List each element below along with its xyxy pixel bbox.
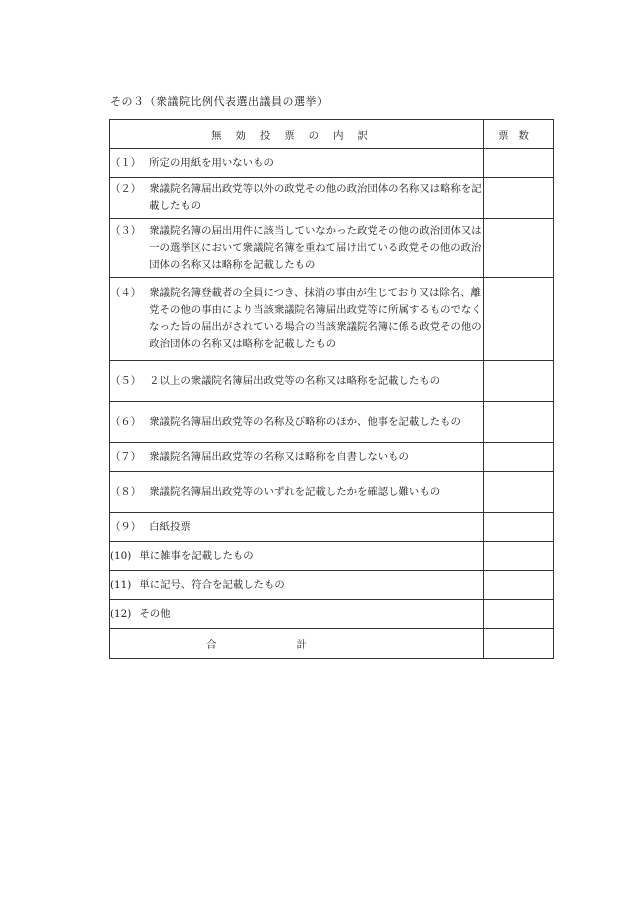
item-text: 衆議院名簿の届出用件に該当していなかった政党その他の政治団体又は一の選挙区において衆議院名簿を重ねて届け出ている政党その他の政治団体の名称又は略称を記載したもの	[149, 224, 482, 271]
invalid-ballot-table	[109, 119, 554, 659]
item-cell	[110, 178, 484, 219]
item-number: (10)	[110, 549, 132, 562]
item-number: （１）	[110, 156, 142, 169]
item-text: 衆議院名簿届出政党等の名称又は略称を自書しないもの	[149, 450, 409, 463]
count-cell[interactable]	[484, 149, 554, 178]
table-row	[110, 443, 554, 472]
item-number: （８）	[110, 485, 142, 498]
item-text: 単に雑事を記載したもの	[139, 549, 254, 562]
item-number: （６）	[110, 415, 142, 428]
table-row	[110, 600, 554, 629]
item-cell	[110, 361, 484, 402]
count-cell[interactable]	[484, 278, 554, 361]
total-label: 合計	[110, 629, 484, 659]
item-cell	[110, 149, 484, 178]
item-text: 衆議院名簿登載者の全員につき、抹消の事由が生じており又は除名、離党その他の事由により当該衆議院名簿届出政党等に所属するものでなくなった旨の届出がされている場合の当該衆議院名簿に係る政党その他の政治団体の名称又は略称を記載したもの	[149, 287, 482, 350]
item-cell	[110, 219, 484, 278]
item-cell	[110, 278, 484, 361]
item-number: （７）	[110, 450, 142, 463]
table-row	[110, 278, 554, 361]
table-row	[110, 571, 554, 600]
item-number: （４）	[110, 287, 142, 299]
count-cell[interactable]	[484, 542, 554, 571]
count-cell[interactable]	[484, 600, 554, 629]
item-text: 衆議院名簿届出政党等のいずれを記載したかを確認し難いもの	[149, 485, 441, 498]
header-content: 無効投票の内訳	[110, 120, 484, 149]
item-cell	[110, 600, 484, 629]
item-text: 衆議院名簿届出政党等の名称及び略称のほか、他事を記載したもの	[149, 415, 461, 428]
item-text: 衆議院名簿届出政党等以外の政党その他の政治団体の名称又は略称を記載したもの	[149, 183, 482, 212]
table-row	[110, 542, 554, 571]
item-cell	[110, 402, 484, 443]
total-count-cell[interactable]	[484, 629, 554, 659]
item-number: （９）	[110, 520, 142, 533]
item-cell	[110, 513, 484, 542]
count-cell[interactable]	[484, 472, 554, 513]
item-text: その他	[139, 607, 171, 620]
item-cell	[110, 571, 484, 600]
item-cell	[110, 443, 484, 472]
table-row	[110, 219, 554, 278]
count-cell[interactable]	[484, 361, 554, 402]
count-cell[interactable]	[484, 402, 554, 443]
item-cell	[110, 472, 484, 513]
table-row	[110, 361, 554, 402]
item-number: (12)	[110, 607, 132, 620]
item-number: (11)	[110, 578, 132, 591]
table-row	[110, 513, 554, 542]
item-text: ２以上の衆議院名簿届出政党等の名称又は略称を記載したもの	[149, 374, 441, 387]
count-cell[interactable]	[484, 443, 554, 472]
count-cell[interactable]	[484, 513, 554, 542]
count-cell[interactable]	[484, 571, 554, 600]
item-text: 所定の用紙を用いないもの	[149, 156, 274, 169]
header-count: 票数	[484, 120, 554, 149]
table-row	[110, 178, 554, 219]
table-row	[110, 472, 554, 513]
item-number: （３）	[110, 224, 142, 237]
table-row	[110, 149, 554, 178]
item-number: （５）	[110, 374, 142, 387]
item-text: 白紙投票	[149, 520, 191, 533]
total-row	[110, 629, 554, 659]
table-row	[110, 402, 554, 443]
page-heading: その３（衆議院比例代表選出議員の選挙）	[110, 95, 329, 108]
item-text: 単に記号、符合を記載したもの	[139, 578, 285, 591]
item-number: （２）	[110, 183, 142, 195]
count-cell[interactable]	[484, 178, 554, 219]
count-cell[interactable]	[484, 219, 554, 278]
item-cell	[110, 542, 484, 571]
table-header-row	[110, 120, 554, 149]
